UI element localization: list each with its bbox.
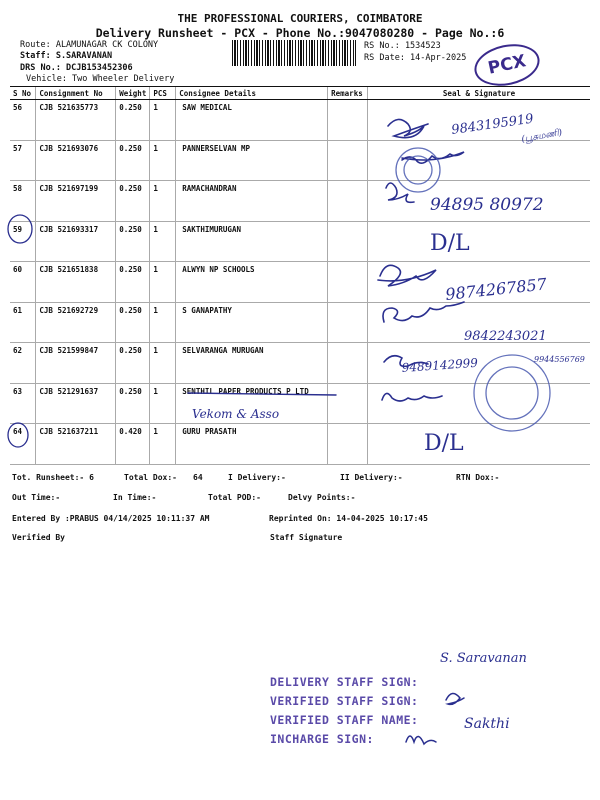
cell-weight: 0.420 [116,424,150,465]
tot-runsheet: Tot. Runsheet:- 6 [12,473,94,482]
cell-signature [368,262,590,303]
col-header: Seal & Signature [368,87,590,100]
cell-remarks [328,221,368,262]
cell-consignment-no: CJB 521651838 [36,262,116,303]
hw-phone-61: 9842243021 [464,329,547,344]
runsheet-subtitle: Delivery Runsheet - PCX - Phone No.:9047080280 - Page No.:6 [95,26,505,40]
delivery-staff-sign: DELIVERY STAFF SIGN: [270,675,419,689]
cell-remarks [328,140,368,181]
hw-phone-58: 94895 80972 [430,195,544,215]
table-row [10,100,590,141]
table-row [10,424,590,465]
cell-sno: 57 [10,140,36,181]
ii-delivery: II Delivery:- [340,473,403,482]
cell-sno: 56 [10,100,36,141]
cell-consignee: SAW MEDICAL [176,100,328,141]
cell-sno: 60 [10,262,36,303]
col-header: Weight [116,87,150,100]
total-dox-value: 64 [193,473,203,482]
cell-pcs: 1 [150,140,176,181]
staff-signature-label: Staff Signature [270,533,343,542]
total-pod: Total POD:- [208,493,261,502]
col-header: PCS [150,87,176,100]
cell-pcs: 1 [150,424,176,465]
cell-sno: 59 [10,221,36,262]
cell-pcs: 1 [150,343,176,384]
cell-pcs: 1 [150,100,176,141]
initial-verified [446,693,464,704]
cell-weight: 0.250 [116,302,150,343]
cell-consignee: S GANAPATHY [176,302,328,343]
cell-pcs: 1 [150,302,176,343]
hw-sig-staff: Sakthi [464,716,510,732]
cell-pcs: 1 [150,221,176,262]
entered-by: Entered By :PRABUS 04/14/2025 10:11:37 AM [12,514,210,523]
cell-consignment-no: CJB 521693076 [36,140,116,181]
hw-phone-62b: 9944556769 [534,355,585,364]
hw-dl-59: D/L [430,231,470,256]
cell-consignment-no: CJB 521637211 [36,424,116,465]
table-row [10,140,590,181]
cell-sno: 58 [10,181,36,222]
table-row [10,181,590,222]
barcode [232,40,356,66]
cell-consignee: ALWYN NP SCHOOLS [176,262,328,303]
verified-staff-name: VERIFIED STAFF NAME: [270,713,419,727]
cell-consignee: PANNERSELVAN MP [176,140,328,181]
runsheet-table [10,86,590,465]
cell-remarks [328,302,368,343]
cell-weight: 0.250 [116,262,150,303]
cell-remarks [328,383,368,424]
hw-name-56: (பூசுமணி) [520,127,564,145]
cell-sno: 63 [10,383,36,424]
col-header: Remarks [328,87,368,100]
reprinted-on: Reprinted On: 14-04-2025 10:17:45 [269,514,428,523]
cell-consignment-no: CJB 521635773 [36,100,116,141]
cell-signature [368,140,590,181]
staff-label: Staff: S.SARAVANAN [20,51,113,61]
cell-consignee: GURU PRASATH [176,424,328,465]
cell-consignee: SENTHIL PAPER PRODUCTS P LTD [176,383,328,424]
cell-weight: 0.250 [116,221,150,262]
route-label: Route: ALAMUNAGAR CK COLONY [20,40,159,50]
table-header-row [10,87,590,100]
cell-weight: 0.250 [116,181,150,222]
cell-signature [368,100,590,141]
table-row [10,383,590,424]
hw-phone-62a: 9489142999 [401,355,479,375]
cell-weight: 0.250 [116,140,150,181]
cell-signature [368,302,590,343]
drs-number: DRS No.: DCJB153452306 [20,63,133,73]
vehicle-label: Vehicle: Two Wheeler Delivery [26,74,175,84]
cell-pcs: 1 [150,262,176,303]
cell-weight: 0.250 [116,343,150,384]
in-time: In Time:- [113,493,157,502]
cell-consignment-no: CJB 521697199 [36,181,116,222]
table-row [10,221,590,262]
cell-remarks [328,424,368,465]
total-dox-label: Total Dox:- [124,473,177,482]
cell-consignee: SAKTHIMURUGAN [176,221,328,262]
col-header: Consignment No [36,87,116,100]
hw-sig-bottom: S. Saravanan [440,651,527,666]
cell-consignee: SELVARANGA MURUGAN [176,343,328,384]
pcx-stamp: PCX [471,39,544,92]
table-row [10,262,590,303]
cell-remarks [328,262,368,303]
cell-pcs: 1 [150,181,176,222]
cell-consignment-no: CJB 521693317 [36,221,116,262]
verified-staff-sign: VERIFIED STAFF SIGN: [270,694,419,708]
verified-by: Verified By [12,533,65,542]
incharge-sign: INCHARGE SIGN: [270,732,374,746]
i-delivery: I Delivery:- [228,473,286,482]
col-header: Consignee Details [176,87,328,100]
cell-signature [368,343,590,384]
cell-sno: 64 [10,424,36,465]
hw-phone-60: 9874267857 [444,274,548,304]
initial-incharge [406,736,436,744]
cell-weight: 0.250 [116,383,150,424]
cell-sno: 62 [10,343,36,384]
cell-remarks [328,343,368,384]
cell-pcs: 1 [150,383,176,424]
cell-weight: 0.250 [116,100,150,141]
table-row [10,343,590,384]
cell-signature [368,424,590,465]
rs-number: RS No.: 1534523 [364,41,441,51]
cell-sno: 61 [10,302,36,343]
cell-consignment-no: CJB 521692729 [36,302,116,343]
cell-signature [368,221,590,262]
rs-date: RS Date: 14-Apr-2025 [364,53,467,63]
rtn-dox: RTN Dox:- [456,473,500,482]
cell-consignment-no: CJB 521599847 [36,343,116,384]
delvy-points: Delvy Points:- [288,493,356,502]
hw-remark-63: Vekom & Asso [192,407,280,421]
cell-remarks [328,181,368,222]
table-row [10,302,590,343]
cell-consignee: RAMACHANDRAN [176,181,328,222]
cell-consignment-no: CJB 521291637 [36,383,116,424]
cell-signature [368,383,590,424]
hw-phone-56: 9843195919 [450,111,535,138]
col-header: S No [10,87,36,100]
cell-signature [368,181,590,222]
out-time: Out Time:- [12,493,61,502]
cell-remarks [328,100,368,141]
hw-dl-64: D/L [424,431,464,456]
company-title: THE PROFESSIONAL COURIERS, COIMBATORE [177,12,423,25]
